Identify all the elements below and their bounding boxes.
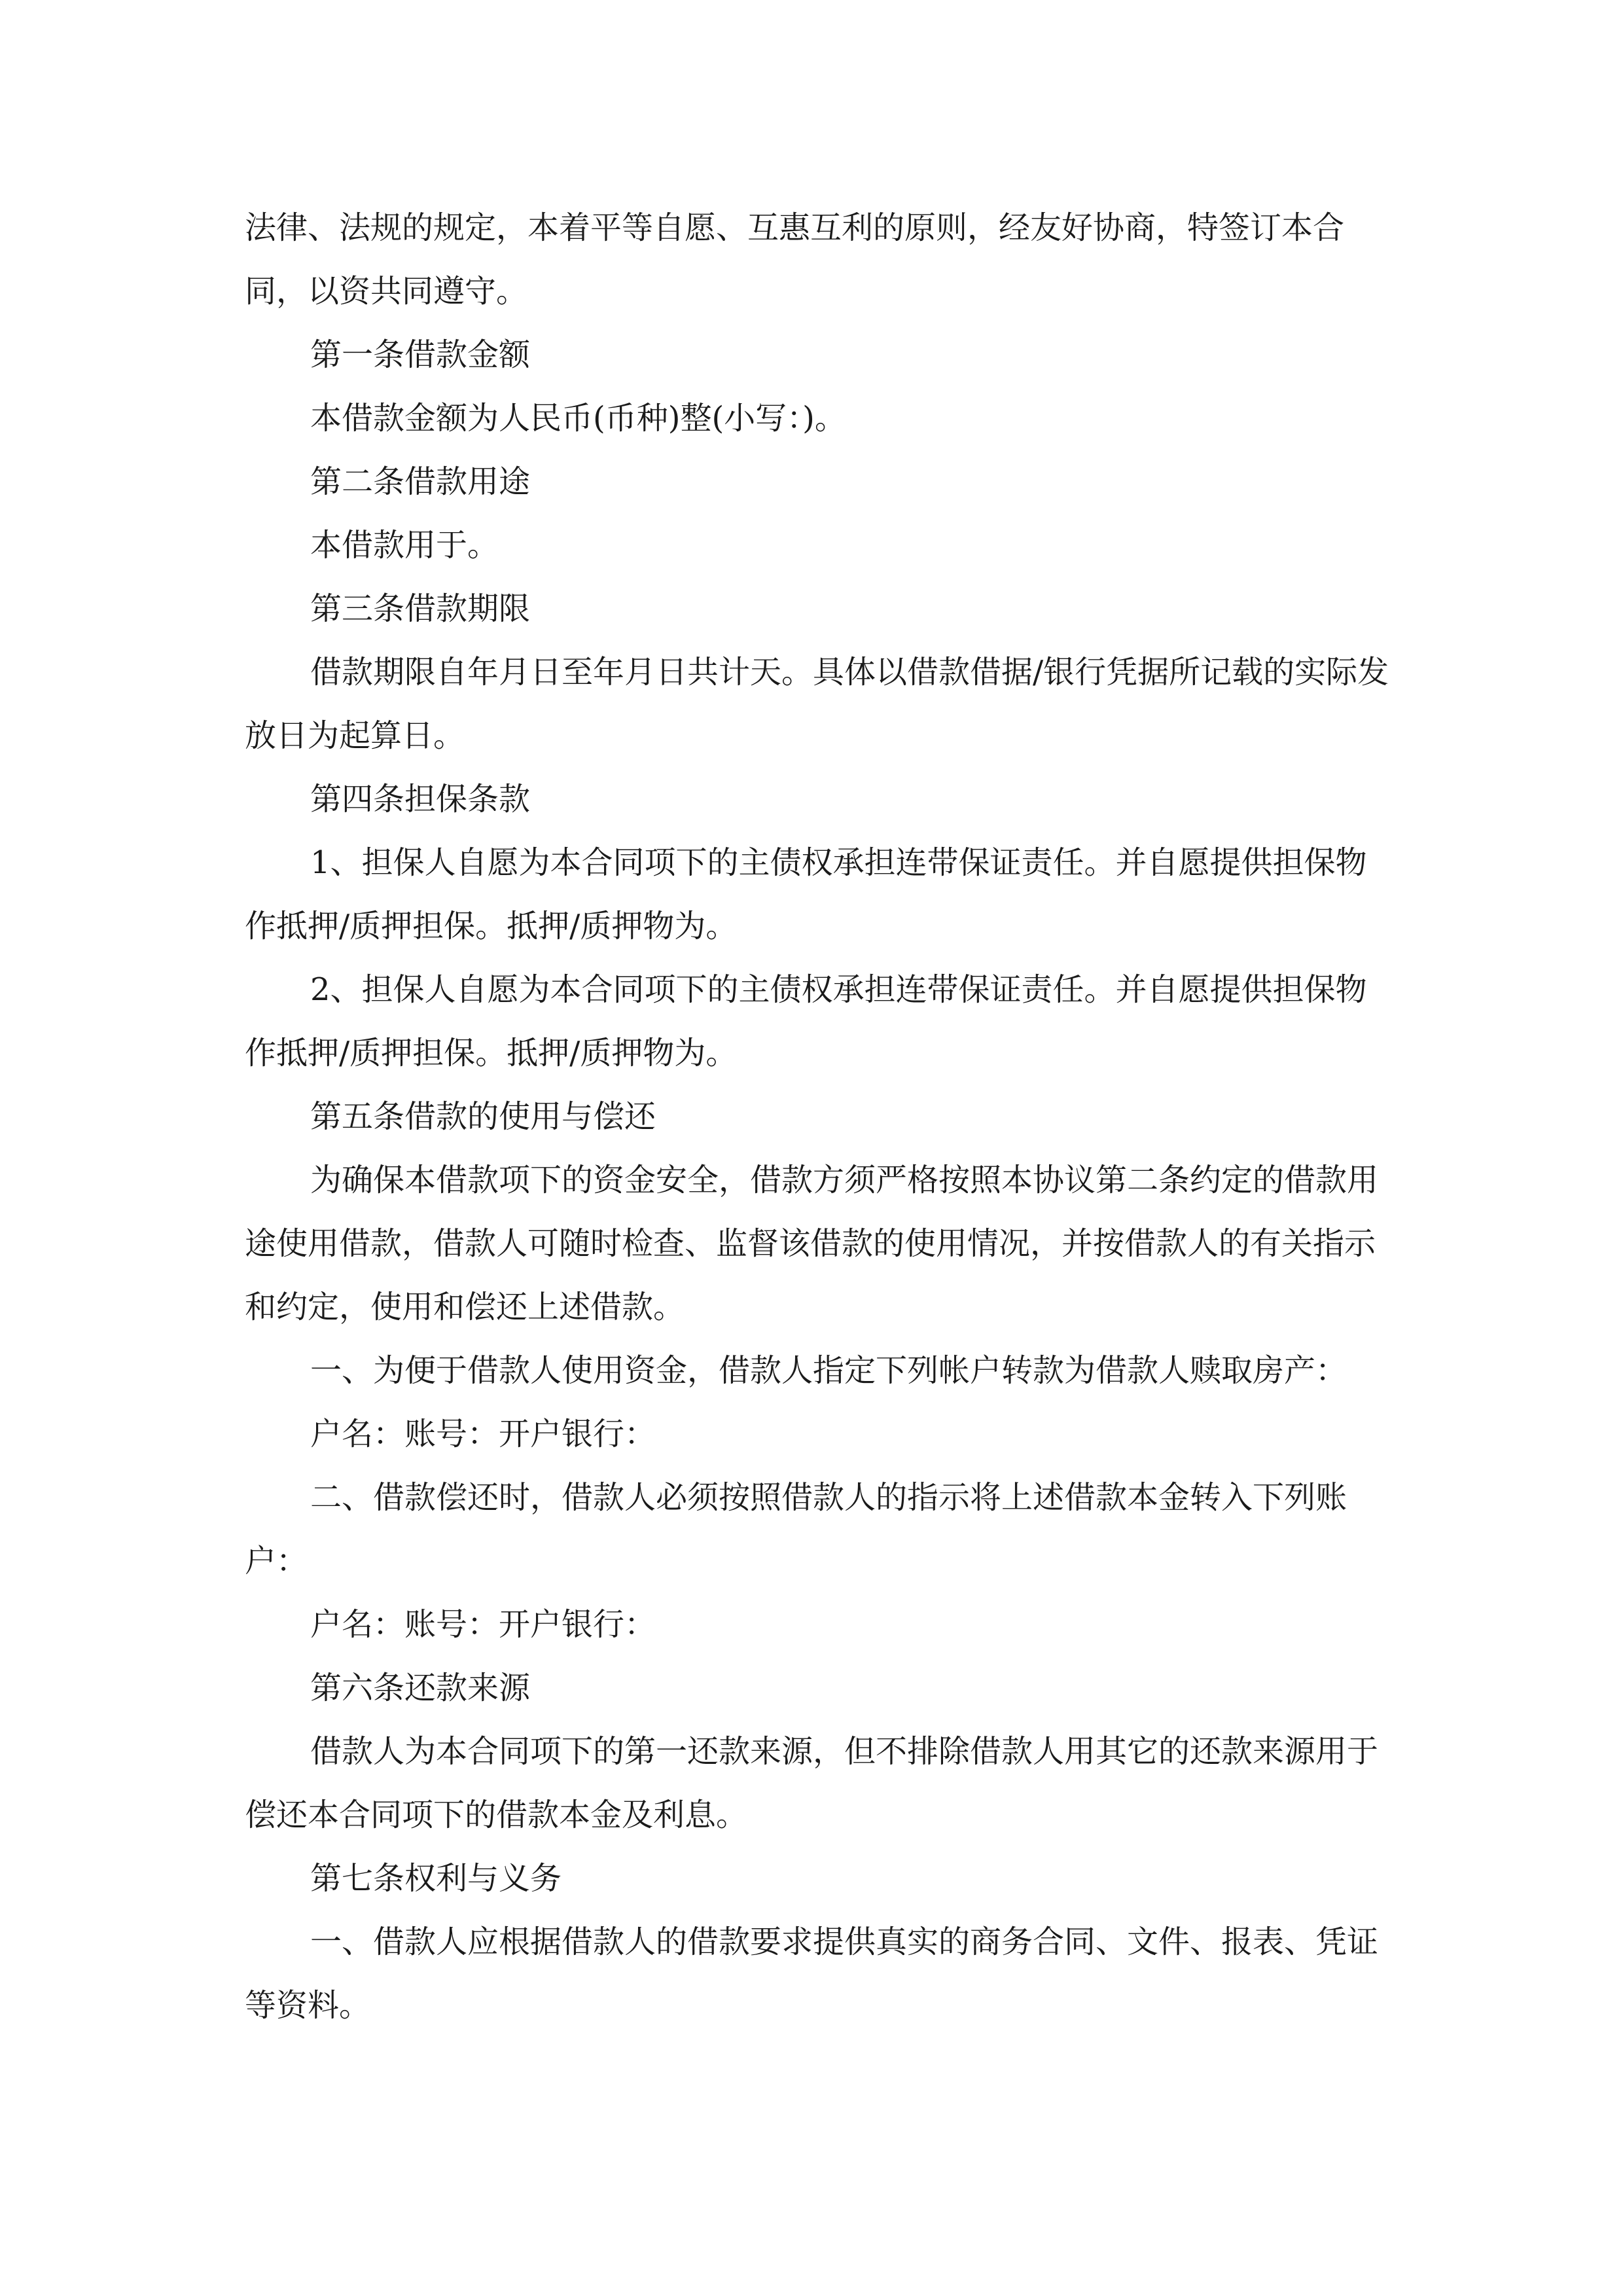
paragraph-account-fields-1: 户名：账号：开户银行： <box>310 1416 656 1452</box>
paragraph-intro-continuation: 法律、法规的规定，本着平等自愿、互惠互利的原则，经友好协商，特签订本合同，以资共同遵守。 <box>245 209 1345 310</box>
heading-article-5: 第五条借款的使用与偿还 <box>310 1098 656 1135</box>
heading-article-3: 第三条借款期限 <box>310 590 531 627</box>
paragraph-loan-purpose: 本借款用于。 <box>310 527 499 564</box>
heading-article-2: 第二条借款用途 <box>310 463 531 500</box>
paragraph-designated-account: 一、为便于借款人使用资金，借款人指定下列帐户转款为借款人赎取房产： <box>310 1352 1347 1389</box>
heading-article-1: 第一条借款金额 <box>310 336 531 373</box>
paragraph-guarantee-2: 2、担保人自愿为本合同项下的主债权承担连带保证责任。并自愿提供担保物作抵押/质押担保。抵押/质押物为。 <box>245 971 1367 1071</box>
paragraph-account-fields-2: 户名：账号：开户银行： <box>310 1606 656 1643</box>
heading-article-6: 第六条还款来源 <box>310 1670 531 1706</box>
document-body <box>245 196 1397 2037</box>
paragraph-obligation-1: 一、借款人应根据借款人的借款要求提供真实的商务合同、文件、报表、凭证等资料。 <box>245 1924 1379 2024</box>
paragraph-loan-term: 借款期限自年月日至年月日共计天。具体以借款借据/银行凭据所记载的实际发放日为起算日。 <box>245 654 1389 754</box>
paragraph-guarantee-1: 1、担保人自愿为本合同项下的主债权承担连带保证责任。并自愿提供担保物作抵押/质押担保。抵押/质押物为。 <box>245 844 1367 944</box>
paragraph-loan-amount: 本借款金额为人民币(币种)整(小写：)。 <box>310 400 846 437</box>
paragraph-repayment-account: 二、借款偿还时，借款人必须按照借款人的指示将上述借款本金转入下列账户： <box>245 1479 1347 1579</box>
paragraph-repayment-source: 借款人为本合同项下的第一还款来源，但不排除借款人用其它的还款来源用于偿还本合同项下的借款本金及利息。 <box>245 1733 1379 1833</box>
heading-article-7: 第七条权利与义务 <box>310 1860 562 1897</box>
paragraph-use-and-repayment: 为确保本借款项下的资金安全，借款方须严格按照本协议第二条约定的借款用途使用借款，借款人可随时检查、监督该借款的使用情况，并按借款人的有关指示和约定，使用和偿还上述借款。 <box>245 1162 1379 1325</box>
heading-article-4: 第四条担保条款 <box>310 781 531 817</box>
